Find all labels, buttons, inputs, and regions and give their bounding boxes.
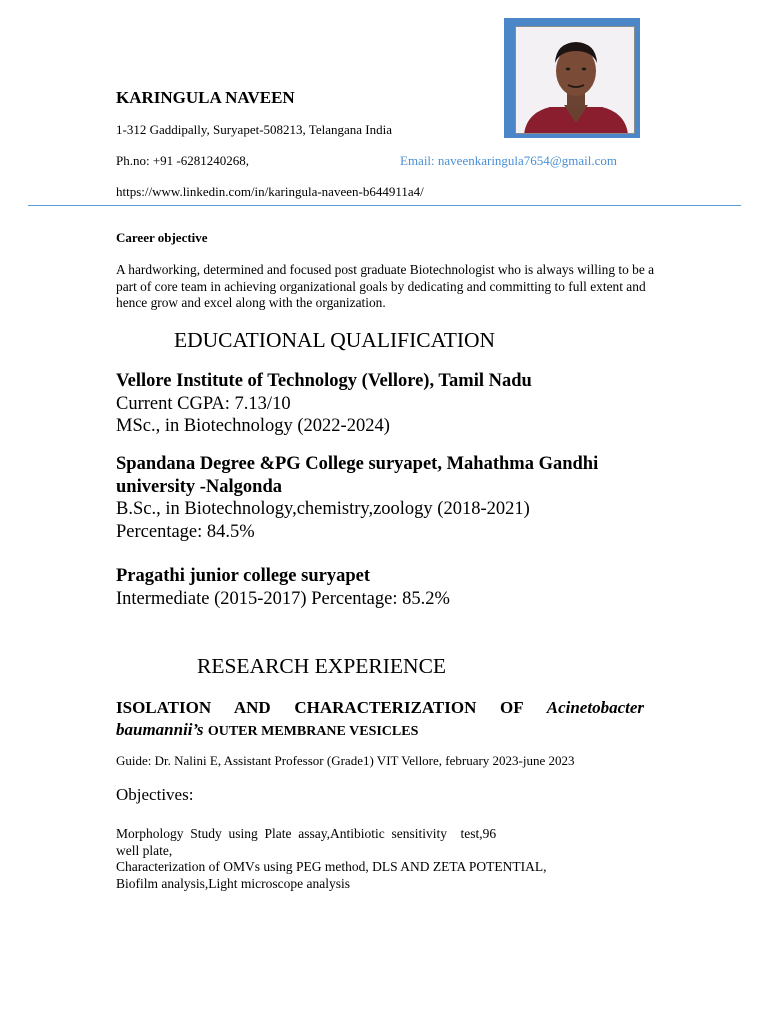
objective-line: Morphology Study using Plate assay,Antibiotic sensitivity test,96 <box>116 826 497 841</box>
education-entry <box>116 453 636 543</box>
objective-line: well plate, <box>116 842 173 858</box>
project-title <box>116 698 644 718</box>
organism-name: Acinetobacter <box>546 698 645 717</box>
research-heading: RESEARCH EXPERIENCE <box>197 654 447 678</box>
objective-line: Characterization of OMVs using PEG method, DLS AND ZETA POTENTIAL, <box>116 859 547 874</box>
phone-number: Ph.no: +91 -6281240268, <box>116 153 250 168</box>
objective-line: Biofilm analysis,Light microscope analysis <box>116 875 350 891</box>
institution-name: Pragathi junior college suryapet <box>116 566 371 586</box>
profile-photo <box>504 18 640 138</box>
email-link[interactable]: Email: naveenkaringula7654@gmail.com <box>400 153 618 168</box>
candidate-name: KARINGULA NAVEEN <box>116 88 295 107</box>
education-heading: EDUCATIONAL QUALIFICATION <box>174 328 496 352</box>
project-title-continued <box>116 720 418 740</box>
address: 1-312 Gaddipally, Suryapet-508213, Telangana India <box>116 122 392 137</box>
institution-name: Vellore Institute of Technology (Vellore), Tamil Nadu <box>116 371 532 391</box>
education-detail: Intermediate (2015-2017) Percentage: 85.2% <box>116 588 450 609</box>
education-detail: Current CGPA: 7.13/10 <box>116 393 291 414</box>
education-entry <box>116 370 636 438</box>
organism-name: baumannii’s <box>116 720 204 739</box>
objectives-list <box>116 826 636 892</box>
education-detail: B.Sc., in Biotechnology,chemistry,zoology (2018-2021) <box>116 499 530 519</box>
person-portrait-icon <box>516 27 635 134</box>
project-title-part: OUTER MEMBRANE VESICLES <box>207 724 419 739</box>
project-guide: Guide: Dr. Nalini E, Assistant Professor (Grade1) VIT Vellore, february 2023-june 2023 <box>116 753 575 768</box>
education-detail: Percentage: 84.5% <box>116 521 255 542</box>
institution-name: Spandana Degree &PG College suryapet, Mahathma Gandhi university -Nalgonda <box>116 454 599 497</box>
education-detail: MSc., in Biotechnology (2022-2024) <box>116 416 390 436</box>
objectives-heading: Objectives: <box>116 785 194 804</box>
project-title-part: ISOLATION AND CHARACTERIZATION OF <box>116 698 524 717</box>
career-objective-text: A hardworking, determined and focused post graduate Biotechnologist who is always willing to be a part of core team in achieving organizational goals by dedicating and committing to full extent and hence grow and excel along with the organization. <box>116 262 655 310</box>
education-entry <box>116 565 636 610</box>
linkedin-url[interactable]: https://www.linkedin.com/in/karingula-naveen-b644911a4/ <box>116 184 424 199</box>
career-objective-heading: Career objective <box>116 230 208 245</box>
header-divider <box>28 205 741 206</box>
